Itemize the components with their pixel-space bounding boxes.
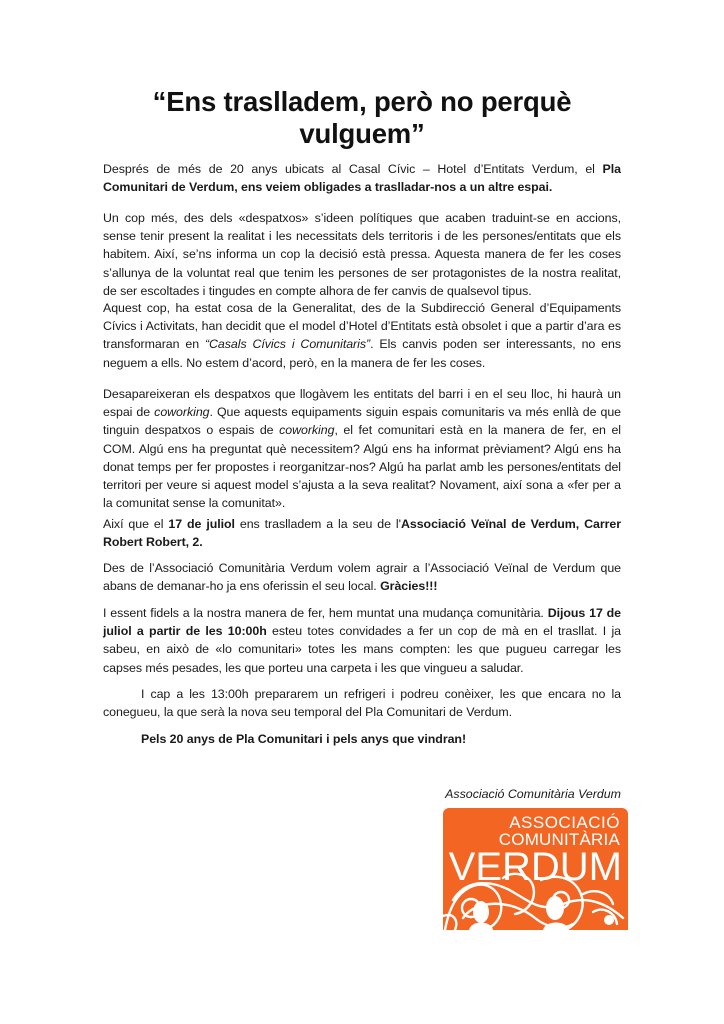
association-logo <box>443 808 628 930</box>
logo-line-1: ASSOCIACIÓ <box>509 813 620 832</box>
paragraph-coworking: Desapareixeran els despatxos que llogàvem les entitats del barri i en el seu lloc, hi haurà un espai de coworking. Que aquests equipaments siguin espais comunitaris va més enllà de que tinguin despatxos o espais de coworking, el fet comunitari està en la manera de fer, en el COM. Algú ens ha preguntat què necessitem? Algú ens ha informat prèviament? Algú ens ha donat temps per fer propostes i reorganitzar-nos? Algú ha parlat amb les persones/entitats del territori per veure si aquest model s’ajusta a la seva realitat? Novament, així sona a «fer per a la comunitat sense la comunitat». <box>103 387 622 511</box>
italic-text: coworking <box>154 405 210 420</box>
signature: Associació Comunitària Verdum <box>445 787 621 801</box>
bold-text: Associació Veïnal de Verdum, Carrer Robert Robert, 2. <box>103 517 622 550</box>
paragraph-community-move: I essent fidels a la nostra manera de fer, hem muntat una mudança comunitària. Dijous 17 de juliol a partir de les 10:00h esteu totes convidades a fer un cop de mà en el trasllat. I ja sabeu, en això de «lo comunitari» totes les mans compten: les que pugueu carregar les capses més pesades, les que porteu una carpeta i les que vingueu a saludar. <box>103 606 621 675</box>
bold-text: Dijous 17 de juliol a partir de les 10:00h <box>103 606 621 639</box>
paragraph-closing: Pels 20 anys de Pla Comunitari i pels anys que vindran! <box>141 732 467 746</box>
paragraph-move-date: Així que el 17 de juliol ens traslladem a la seu de l'Associació Veïnal de Verdum, Carrer Robert Robert, 2. <box>103 517 622 550</box>
bold-text: Pla Comunitari de Verdum, ens veiem obligades a traslladar-nos a un altre espai. <box>103 162 621 195</box>
logo-line-2: COMUNITÀRIA <box>498 830 620 849</box>
page-title: “Ens traslladem, però no perquè vulguem” <box>152 86 572 149</box>
bold-text: Gràcies!!! <box>380 579 438 594</box>
bold-text: 17 de juliol <box>168 517 235 531</box>
logo-line-3: VERDUM <box>448 845 622 889</box>
paragraph-despatxos: Un cop més, des dels «despatxos» s’ideen polítiques que acaben traduint-se en accions, sense tenir present la realitat i les necessitats dels territoris i de les persones/entitats que els habitem. Així, se’ns informa un cop la decisió està pressa. Aquesta manera de fer les coses s’allunya de la voluntat real que tenim les persones de ser protagonistes de la nostra realitat, de ser escoltades i tingudes en compte alhora de fer canvis de qualsevol tipus. <box>103 211 621 298</box>
italic-text: coworking <box>279 423 335 438</box>
paragraph-refreshment: I cap a les 13:00h prepararem un refrigeri i podreu conèixer, les que encara no la conegueu, la que serà la nova seu temporal del Pla Comunitari de Verdum. <box>103 687 621 720</box>
italic-text: “Casals Cívics i Comunitaris” <box>204 337 371 352</box>
paragraph-generalitat: Aquest cop, ha estat cosa de la Generalitat, des de la Subdirecció General d’Equipaments Cívics i Activitats, han decidit que el model d’Hotel d’Entitats està obsolet i que a partir d’ara es transformaran en “Casals Cívics i Comunitaris”. Els canvis poden ser interessants, no ens neguem a ells. No estem d’acord, però, en la manera de fer les coses. <box>103 301 621 370</box>
paragraph-intro: Després de més de 20 anys ubicats al Casal Cívic – Hotel d’Entitats Verdum, el Pla Comunitari de Verdum, ens veiem obligades a traslladar-nos a un altre espai. <box>103 162 621 195</box>
paragraph-thanks: Des de l’Associació Comunitària Verdum volem agrair a l’Associació Veïnal de Verdum que abans de demanar-ho ja ens oferissin el seu local. Gràcies!!! <box>103 561 621 594</box>
